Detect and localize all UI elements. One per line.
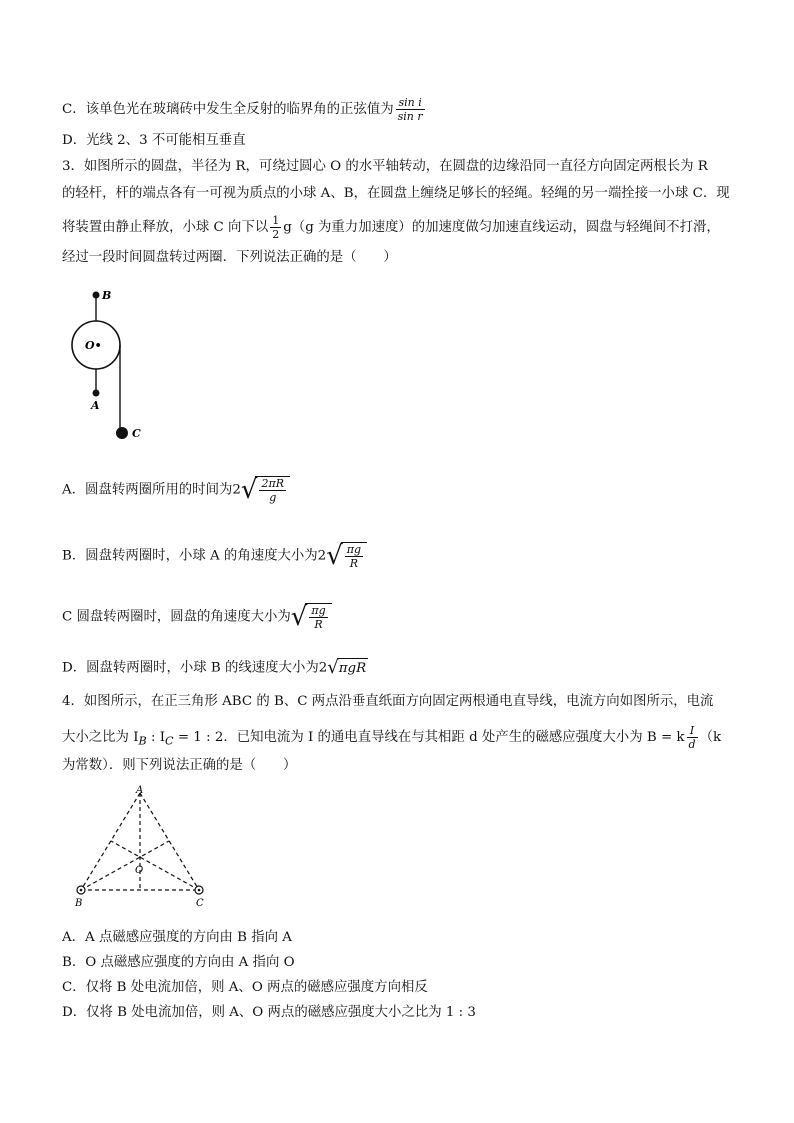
radical-sign: √ — [290, 602, 308, 632]
q4-line-1: 4．如图所示，在正三角形 ABC 的 B、C 两点沿垂直纸面方向固定两根通电直导线，电流方向如图所示，电流 — [62, 694, 714, 709]
sqrt-expression — [326, 542, 367, 570]
sqrt-fraction — [259, 477, 286, 504]
q4-option-a: A．A 点磁感应强度的方向由 B 指向 A — [62, 930, 292, 945]
wire-b-dot — [80, 889, 83, 892]
label-c: C — [132, 427, 141, 440]
fraction-denominator: R — [309, 617, 327, 631]
option-d-prev: D．光线 2、3 不可能相互垂直 — [62, 133, 246, 148]
coef: 2 — [318, 660, 328, 676]
side-ab — [81, 793, 140, 890]
radicand: πgR — [337, 658, 368, 679]
half-fraction — [270, 214, 281, 241]
option-c-prev — [62, 96, 427, 123]
radical-sign: √ — [240, 475, 258, 505]
sqrt-expression — [241, 476, 290, 504]
subscript-c: C — [165, 734, 174, 748]
q4-line-2-mid: : I — [146, 730, 166, 745]
option-text: D．圆盘转两圈时，小球 B 的线速度大小为 — [62, 660, 319, 676]
coef: 2 — [232, 482, 241, 498]
subscript-b: B — [138, 734, 147, 748]
coef: 2 — [317, 548, 327, 564]
radical-sign: √ — [327, 657, 339, 678]
label-c: C — [196, 898, 204, 909]
q3-line-2: 的轻杆，杆的端点各有一可视为质点的小球 A、B，在圆盘上缠绕足够长的轻绳。轻绳的另一端拴接一小球 C．现 — [62, 186, 730, 201]
option-text: B．圆盘转两圈时，小球 A 的角速度大小为 — [62, 548, 318, 564]
q4-line-2a: 大小之比为 I — [62, 730, 139, 745]
fraction-denominator: d — [688, 738, 696, 751]
q4-line-2 — [62, 724, 721, 752]
fraction-numerator: sin i — [398, 96, 422, 109]
q3-line-3a: 将装置由静止释放，小球 C 向下以 — [62, 220, 269, 235]
radical-sign: √ — [326, 541, 343, 571]
sqrt-expression — [291, 603, 332, 631]
disc-figure — [60, 285, 160, 455]
q3-line-4: 经过一段时间圆盘转过两圈．下列说法正确的是（ ） — [62, 250, 397, 265]
ball-a — [93, 390, 100, 397]
fraction-denominator: 2 — [272, 228, 280, 241]
q3-option-c — [62, 603, 332, 631]
fraction-numerator: 2πR — [261, 477, 284, 490]
q4-option-d: D．仅将 B 处电流加倍，则 A、O 两点的磁感应强度大小之比为 1 : 3 — [62, 1005, 476, 1020]
option-text: A．圆盘转两圈所用的时间为 — [62, 482, 233, 498]
label-a: A — [91, 399, 100, 412]
label-b: B — [102, 289, 112, 302]
i-over-d-fraction — [687, 724, 698, 751]
fraction-denominator: R — [345, 556, 363, 570]
ball-b — [93, 292, 100, 299]
sin-ratio-fraction — [396, 96, 425, 123]
label-b: B — [75, 898, 83, 909]
q3-option-a — [62, 476, 290, 504]
fraction-numerator: πg — [311, 604, 326, 617]
q3-line-3b: g（g 为重力加速度）的加速度做匀加速直线运动，圆盘与轻绳间不打滑， — [283, 220, 720, 235]
label-o: O• — [85, 339, 102, 352]
fraction-denominator: sin r — [397, 110, 423, 123]
sqrt-fraction — [345, 543, 363, 570]
q4-line-3: 为常数）．则下列说法正确的是（ ） — [62, 758, 297, 773]
q4-option-b: B．O 点磁感应强度的方向由 A 指向 O — [62, 955, 295, 970]
fraction-numerator: I — [689, 724, 695, 737]
wire-c-dot — [198, 889, 201, 892]
q4-line-2b: = 1 : 2．已知电流为 I 的通电直导线在与其相距 d 处产生的磁感应强度大小为 B = k — [173, 730, 685, 745]
triangle-figure — [65, 785, 215, 910]
sqrt-fraction — [309, 604, 327, 631]
option-c-text: C．该单色光在玻璃砖中发生全反射的临界角的正弦值为 — [62, 102, 394, 117]
fraction-numerator: 1 — [272, 214, 280, 227]
label-a: A — [136, 785, 144, 796]
fraction-denominator: g — [259, 490, 286, 504]
option-text: C 圆盘转两圈时，圆盘的角速度大小为 — [62, 609, 291, 625]
q3-line-3 — [62, 214, 720, 241]
label-o: O — [135, 865, 144, 876]
q4-line-2c: （k — [699, 730, 722, 745]
q3-line-1: 3．如图所示的圆盘，半径为 R，可绕过圆心 O 的水平轴转动，在圆盘的边缘沿同一直径方向固定两根长为 R — [62, 159, 708, 174]
ball-c — [116, 427, 128, 439]
fraction-numerator: πg — [346, 543, 362, 556]
side-ac — [140, 793, 199, 890]
q4-option-c: C．仅将 B 处电流加倍，则 A、O 两点的磁感应强度方向相反 — [62, 980, 428, 995]
q3-option-d — [62, 655, 368, 681]
q3-option-b — [62, 542, 367, 570]
